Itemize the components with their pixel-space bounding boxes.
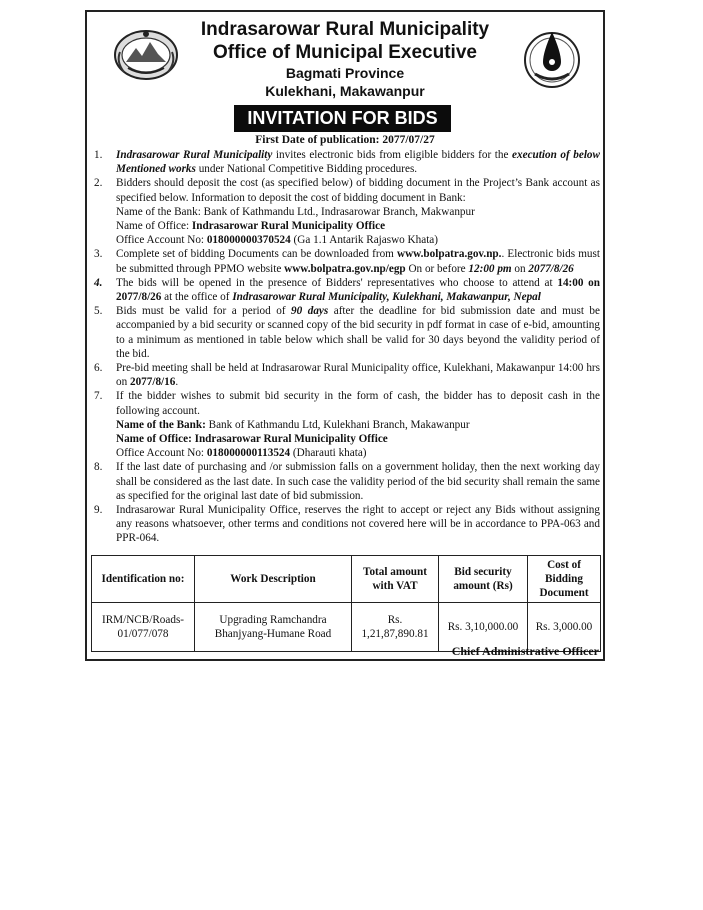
item-number: 7.: [94, 390, 103, 403]
document-cost-cell: Rs. 3,000.00: [528, 603, 601, 652]
item-emphasis: execution of below Mentioned works: [116, 149, 600, 176]
list-item: [92, 389, 600, 460]
table-header-row: [92, 556, 601, 603]
deadline-date: 2077/8/26: [528, 262, 574, 275]
item-text: The bids will be opened in the presence of Bidders' representatives who choose to attend at: [116, 276, 558, 289]
item-text: invites electronic bids from eligible bidders for the: [272, 149, 513, 161]
item-text: after the deadline for bid submission date and must be accompanied by a bid security or scanned copy of the bid security in pdf format in case of e-bid, amounting to a minimum as mentioned in table below which shall be valid for 30 days beyond the validity period of the bid.: [116, 305, 600, 360]
item-text: .: [175, 376, 179, 389]
item-text: If the bidder wishes to submit bid security in the form of cash, the bidder has to deposit cash in the following account.: [116, 390, 600, 417]
province: Bagmati Province: [285, 65, 405, 81]
office-title: Office of Municipal Executive: [213, 42, 477, 63]
bolpatra-link[interactable]: www.bolpatra.gov.np.: [397, 248, 502, 261]
item-number: 3.: [94, 248, 103, 261]
account-note: (Ga 1.1 Antarik Rajaswo Khata): [290, 234, 438, 247]
bank-name: Bank of Kathmandu Ltd, Kulekhani Branch, Makawanpur: [208, 418, 470, 431]
office-label: Name of Office:: [116, 220, 192, 233]
bid-details-table: [91, 555, 601, 652]
account-number: 018000000113524: [206, 447, 291, 460]
list-item: [92, 304, 600, 361]
item-text: on: [511, 262, 529, 275]
column-header: Bid security amount (Rs): [439, 556, 528, 603]
list-item: [92, 503, 600, 546]
item-number: 1.: [94, 149, 103, 161]
column-header: Identification no:: [92, 556, 195, 603]
column-header: Total amount with VAT: [352, 556, 439, 603]
total-amount-cell: Rs. 1,21,87,890.81: [352, 603, 439, 652]
invitation-banner: INVITATION FOR BIDS: [234, 105, 451, 132]
column-header: Work Description: [195, 556, 352, 603]
list-item: [92, 460, 600, 503]
office-line: [116, 219, 600, 233]
item-text: Bids must be valid for a period of: [116, 305, 292, 318]
item-number: 9.: [94, 504, 103, 517]
account-line: [116, 446, 600, 460]
egp-link[interactable]: www.bolpatra.gov.np/egp: [284, 262, 406, 275]
office-value: Indrasarowar Rural Municipality Office: [191, 220, 386, 233]
work-description-cell: Upgrading Ramchandra Bhanjyang-Humane Road: [195, 603, 352, 652]
account-note: (Dharauti khata): [290, 447, 367, 460]
item-number: 4.: [94, 276, 103, 289]
validity-period: 90 days: [291, 305, 329, 318]
opening-time: 14:00 on 2077/8/26: [116, 276, 601, 304]
column-header: Cost of Bidding Document: [528, 556, 601, 603]
account-line: [116, 233, 600, 247]
item-number: 8.: [94, 461, 103, 474]
location: Kulekhani, Makawanpur: [265, 83, 425, 99]
item-text: Complete set of bidding Documents can be downloaded from: [116, 248, 397, 261]
item-text: Pre-bid meeting shall be held at Indrasarowar Rural Municipality office, Kulekhani, Makawanpur 14:00 hrs on: [116, 362, 600, 389]
account-label: Office Account No:: [116, 234, 207, 247]
opening-venue: Indrasarowar Rural Municipality, Kulekhani, Makawanpur, Nepal: [232, 291, 541, 304]
item-text: Bidders should deposit the cost (as specified below) of bidding document in the Project’s Bank account as specified below. Information to deposit the cost of bidding document in Bank:: [116, 177, 600, 204]
list-item: [92, 247, 600, 275]
list-item: [92, 148, 600, 176]
deadline-time: 12:00 pm: [468, 262, 512, 275]
item-text: On or before: [405, 262, 469, 275]
account-label: Office Account No:: [116, 447, 207, 460]
org-name: Indrasarowar Rural Municipality: [200, 19, 490, 40]
bid-conditions-list: [92, 148, 600, 546]
item-text: . Electronic bids must be submitted through PPMO website: [116, 248, 600, 275]
org-name-inline: Indrasarowar Rural Municipality: [116, 149, 273, 161]
bank-line: [116, 418, 600, 432]
item-text: at the office of: [161, 291, 233, 304]
bank-name: Name of the Bank: Bank of Kathmandu Ltd., Indrasarowar Branch, Makwanpur: [116, 205, 475, 218]
account-number: 018000000370524: [206, 234, 291, 247]
item-text: Indrasarowar Rural Municipality Office, reserves the right to accept or reject any Bids without assigning any reasons whatsoever, other terms and conditions not covered here will be in accordance to PPA-063 and PPR-064.: [116, 504, 600, 545]
list-item: [92, 361, 600, 389]
bid-notice: [85, 10, 605, 661]
list-item: [92, 176, 600, 247]
bid-security-cell: Rs. 3,10,000.00: [439, 603, 528, 652]
identification-cell: IRM/NCB/Roads-01/077/078: [92, 603, 195, 652]
prebid-date: 2077/8/16: [129, 376, 176, 389]
office-line: Name of Office: Indrasarowar Rural Municipality Office: [116, 433, 388, 446]
item-text: If the last date of purchasing and /or submission falls on a government holiday, then the next working day shall be considered as the last date. In such case the validity period of the bid security shall remain the same as specified for the original last date of bid submission.: [116, 461, 600, 502]
item-number: 6.: [94, 362, 103, 375]
list-item: [92, 276, 600, 304]
item-text: under National Competitive Bidding procedures.: [195, 163, 418, 176]
publication-date: First Date of publication: 2077/07/27: [255, 134, 435, 146]
item-number: 5.: [94, 305, 103, 318]
signoff: Chief Administrative Officer: [451, 644, 599, 658]
item-number: 2.: [94, 177, 103, 190]
bank-label: Name of the Bank:: [116, 418, 209, 431]
